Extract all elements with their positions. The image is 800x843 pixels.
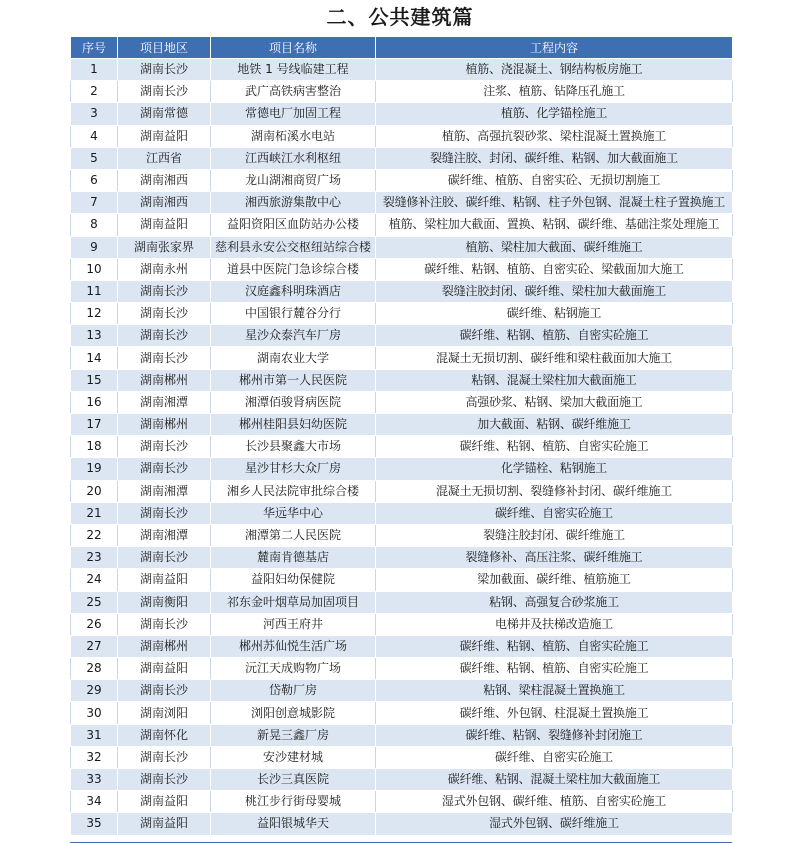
table-row: [71, 258, 733, 280]
cell-project-name: 华远华中心: [211, 502, 376, 524]
cell-project-name: 湖南柘溪水电站: [211, 125, 376, 147]
table-row: [71, 547, 733, 569]
cell-project-name: 湘乡人民法院审批综合楼: [211, 480, 376, 502]
cell-region: 湖南郴州: [118, 369, 211, 391]
cell-project-name: 沅江天成购物广场: [211, 658, 376, 680]
header-project-name: 项目名称: [211, 37, 376, 59]
table-row: [71, 325, 733, 347]
cell-index: 15: [71, 369, 118, 391]
cell-region: 湖南益阳: [118, 658, 211, 680]
table-row: [71, 414, 733, 436]
cell-index: 7: [71, 192, 118, 214]
cell-project-name: 长沙县聚鑫大市场: [211, 436, 376, 458]
cell-project-name: 郴州市第一人民医院: [211, 369, 376, 391]
table-row: [71, 103, 733, 125]
cell-project-name: 郴州苏仙悦生活广场: [211, 635, 376, 657]
table-row: [71, 813, 733, 835]
table-row: [71, 769, 733, 791]
cell-project-name: 湘潭佰骏肾病医院: [211, 391, 376, 413]
cell-project-name: 祁东金叶烟草局加固项目: [211, 591, 376, 613]
cell-project-content: 化学锚栓、粘钢施工: [376, 458, 733, 480]
cell-index: 25: [71, 591, 118, 613]
cell-project-name: 常德电厂加固工程: [211, 103, 376, 125]
cell-region: 江西省: [118, 147, 211, 169]
table-row: [71, 59, 733, 81]
cell-project-content: 植筋、浇混凝土、钢结构板房施工: [376, 59, 733, 81]
cell-index: 35: [71, 813, 118, 835]
table-row: [71, 502, 733, 524]
cell-region: 湖南长沙: [118, 613, 211, 635]
cell-index: 3: [71, 103, 118, 125]
cell-project-content: 植筋、梁柱加大截面、碳纤维施工: [376, 236, 733, 258]
table-body: [71, 59, 733, 836]
cell-index: 20: [71, 480, 118, 502]
cell-region: 湖南长沙: [118, 347, 211, 369]
cell-project-name: 湘西旅游集散中心: [211, 192, 376, 214]
cell-project-name: 汉庭鑫科明珠酒店: [211, 280, 376, 302]
cell-index: 34: [71, 791, 118, 813]
table-row: [71, 214, 733, 236]
cell-project-name: 河西王府井: [211, 613, 376, 635]
cell-index: 1: [71, 59, 118, 81]
cell-region: 湖南衡阳: [118, 591, 211, 613]
cell-region: 湖南湘西: [118, 169, 211, 191]
cell-project-name: 新晃三鑫厂房: [211, 724, 376, 746]
table-row: [71, 480, 733, 502]
table-row: [71, 236, 733, 258]
cell-region: 湖南郴州: [118, 635, 211, 657]
cell-project-name: 岱勒厂房: [211, 680, 376, 702]
cell-region: 湖南长沙: [118, 502, 211, 524]
cell-index: 4: [71, 125, 118, 147]
cell-index: 6: [71, 169, 118, 191]
cell-index: 19: [71, 458, 118, 480]
cell-project-content: 碳纤维、自密实砼施工: [376, 746, 733, 768]
cell-project-content: 碳纤维、粘钢施工: [376, 303, 733, 325]
cell-project-content: 湿式外包钢、碳纤维、植筋、自密实砼施工: [376, 791, 733, 813]
cell-project-content: 植筋、化学锚栓施工: [376, 103, 733, 125]
cell-index: 8: [71, 214, 118, 236]
cell-project-name: 安沙建材城: [211, 746, 376, 768]
table-row: [71, 280, 733, 302]
cell-region: 湖南长沙: [118, 303, 211, 325]
cell-project-name: 浏阳创意城影院: [211, 702, 376, 724]
cell-index: 14: [71, 347, 118, 369]
cell-project-content: 加大截面、粘钢、碳纤维施工: [376, 414, 733, 436]
cell-region: 湖南长沙: [118, 769, 211, 791]
cell-region: 湖南长沙: [118, 325, 211, 347]
cell-project-content: 粘钢、混凝土梁柱加大截面施工: [376, 369, 733, 391]
cell-index: 12: [71, 303, 118, 325]
cell-project-content: 裂缝注胶封闭、碳纤维施工: [376, 524, 733, 546]
cell-index: 5: [71, 147, 118, 169]
cell-region: 湖南长沙: [118, 280, 211, 302]
cell-project-content: 裂缝修补、高压注浆、碳纤维施工: [376, 547, 733, 569]
cell-region: 湖南湘西: [118, 192, 211, 214]
cell-index: 13: [71, 325, 118, 347]
cell-project-name: 江西峡江水利枢纽: [211, 147, 376, 169]
cell-index: 22: [71, 524, 118, 546]
cell-region: 湖南长沙: [118, 436, 211, 458]
cell-project-content: 碳纤维、粘钢、植筋、自密实砼施工: [376, 658, 733, 680]
cell-region: 湖南益阳: [118, 125, 211, 147]
table-row: [71, 791, 733, 813]
table-row: [71, 125, 733, 147]
cell-region: 湖南长沙: [118, 458, 211, 480]
cell-region: 湖南益阳: [118, 569, 211, 591]
table-row: [71, 569, 733, 591]
cell-region: 湖南怀化: [118, 724, 211, 746]
cell-project-content: 梁加截面、碳纤维、植筋施工: [376, 569, 733, 591]
cell-project-content: 裂缝注胶封闭、碳纤维、梁柱加大截面施工: [376, 280, 733, 302]
cell-index: 21: [71, 502, 118, 524]
cell-region: 湖南长沙: [118, 680, 211, 702]
cell-index: 24: [71, 569, 118, 591]
cell-region: 湖南益阳: [118, 791, 211, 813]
table-row: [71, 169, 733, 191]
table-row: [71, 613, 733, 635]
table-row: [71, 391, 733, 413]
cell-index: 31: [71, 724, 118, 746]
cell-project-content: 粘钢、高强复合砂浆施工: [376, 591, 733, 613]
cell-region: 湖南益阳: [118, 813, 211, 835]
cell-project-content: 碳纤维、粘钢、植筋、自密实砼施工: [376, 325, 733, 347]
table-row: [71, 702, 733, 724]
table-row: [71, 658, 733, 680]
cell-region: 湖南常德: [118, 103, 211, 125]
cell-project-content: 裂缝注胶、封闭、碳纤维、粘钢、加大截面施工: [376, 147, 733, 169]
cell-project-content: 裂缝修补注胶、碳纤维、粘钢、柱子外包钢、混凝土柱子置换施工: [376, 192, 733, 214]
cell-region: 湖南湘潭: [118, 480, 211, 502]
page-title: 二、公共建筑篇: [326, 5, 474, 29]
cell-project-name: 麓南肯德基店: [211, 547, 376, 569]
cell-project-name: 道县中医院门急诊综合楼: [211, 258, 376, 280]
table-row: [71, 347, 733, 369]
cell-region: 湖南长沙: [118, 59, 211, 81]
cell-region: 湖南长沙: [118, 746, 211, 768]
cell-project-content: 碳纤维、粘钢、混凝土梁柱加大截面施工: [376, 769, 733, 791]
cell-region: 湖南郴州: [118, 414, 211, 436]
table-row: [71, 147, 733, 169]
cell-project-content: 电梯井及扶梯改造施工: [376, 613, 733, 635]
cell-project-name: 益阳妇幼保健院: [211, 569, 376, 591]
table-row: [71, 635, 733, 657]
cell-project-name: 益阳银城华天: [211, 813, 376, 835]
cell-project-name: 地铁 1 号线临建工程: [211, 59, 376, 81]
cell-project-name: 桃江步行街母婴城: [211, 791, 376, 813]
table-row: [71, 436, 733, 458]
cell-index: 29: [71, 680, 118, 702]
cell-project-name: 慈利县永安公交枢纽站综合楼: [211, 236, 376, 258]
cell-index: 28: [71, 658, 118, 680]
cell-index: 2: [71, 81, 118, 103]
cell-project-content: 混凝土无损切割、碳纤维和梁柱截面加大施工: [376, 347, 733, 369]
cell-project-name: 长沙三真医院: [211, 769, 376, 791]
cell-index: 10: [71, 258, 118, 280]
cell-project-name: 中国银行麓谷分行: [211, 303, 376, 325]
cell-region: 湖南长沙: [118, 81, 211, 103]
cell-index: 30: [71, 702, 118, 724]
table-row: [71, 81, 733, 103]
cell-region: 湖南湘潭: [118, 524, 211, 546]
table-row: [71, 724, 733, 746]
table-row: [71, 524, 733, 546]
cell-project-content: 碳纤维、粘钢、植筋、自密实砼施工: [376, 635, 733, 657]
cell-project-content: 碳纤维、粘钢、植筋、自密实砼施工: [376, 436, 733, 458]
header-region: 项目地区: [118, 37, 211, 59]
table-row: [71, 746, 733, 768]
cell-project-content: 碳纤维、粘钢、裂缝修补封闭施工: [376, 724, 733, 746]
cell-index: 26: [71, 613, 118, 635]
cell-index: 18: [71, 436, 118, 458]
cell-project-content: 湿式外包钢、碳纤维施工: [376, 813, 733, 835]
cell-index: 27: [71, 635, 118, 657]
table-header: [71, 37, 733, 59]
projects-table: [70, 36, 733, 836]
table-row: [71, 680, 733, 702]
cell-project-name: 郴州桂阳县妇幼医院: [211, 414, 376, 436]
cell-project-content: 碳纤维、自密实砼施工: [376, 502, 733, 524]
table-row: [71, 369, 733, 391]
cell-project-content: 高强砂浆、粘钢、梁加大截面施工: [376, 391, 733, 413]
cell-project-name: 星沙甘杉大众厂房: [211, 458, 376, 480]
cell-project-content: 碳纤维、植筋、自密实砼、无损切割施工: [376, 169, 733, 191]
table-row: [71, 591, 733, 613]
cell-region: 湖南湘潭: [118, 391, 211, 413]
cell-index: 33: [71, 769, 118, 791]
table-header-row: [71, 37, 733, 59]
cell-region: 湖南永州: [118, 258, 211, 280]
table-row: [71, 192, 733, 214]
cell-project-name: 星沙众泰汽车厂房: [211, 325, 376, 347]
cell-index: 32: [71, 746, 118, 768]
cell-project-content: 植筋、高强抗裂砂浆、梁柱混凝土置换施工: [376, 125, 733, 147]
header-index: 序号: [71, 37, 118, 59]
cell-project-name: 湘潭第二人民医院: [211, 524, 376, 546]
cell-project-content: 植筋、梁柱加大截面、置换、粘钢、碳纤维、基础注浆处理施工: [376, 214, 733, 236]
cell-region: 湖南浏阳: [118, 702, 211, 724]
cell-region: 湖南张家界: [118, 236, 211, 258]
cell-project-content: 碳纤维、粘钢、植筋、自密实砼、梁截面加大施工: [376, 258, 733, 280]
cell-index: 9: [71, 236, 118, 258]
cell-index: 17: [71, 414, 118, 436]
cell-project-name: 益阳资阳区血防站办公楼: [211, 214, 376, 236]
cell-project-name: 湖南农业大学: [211, 347, 376, 369]
cell-project-name: 龙山湖湘商贸广场: [211, 169, 376, 191]
cell-index: 11: [71, 280, 118, 302]
cell-project-content: 混凝土无损切割、裂缝修补封闭、碳纤维施工: [376, 480, 733, 502]
header-project-content: 工程内容: [376, 37, 733, 59]
cell-project-name: 武广高铁病害整治: [211, 81, 376, 103]
cell-index: 16: [71, 391, 118, 413]
cell-project-content: 粘钢、梁柱混凝土置换施工: [376, 680, 733, 702]
table-row: [71, 303, 733, 325]
cell-project-content: 碳纤维、外包钢、柱混凝土置换施工: [376, 702, 733, 724]
cell-region: 湖南长沙: [118, 547, 211, 569]
cell-region: 湖南益阳: [118, 214, 211, 236]
cell-project-content: 注浆、植筋、钻降压孔施工: [376, 81, 733, 103]
cell-index: 23: [71, 547, 118, 569]
table-row: [71, 458, 733, 480]
